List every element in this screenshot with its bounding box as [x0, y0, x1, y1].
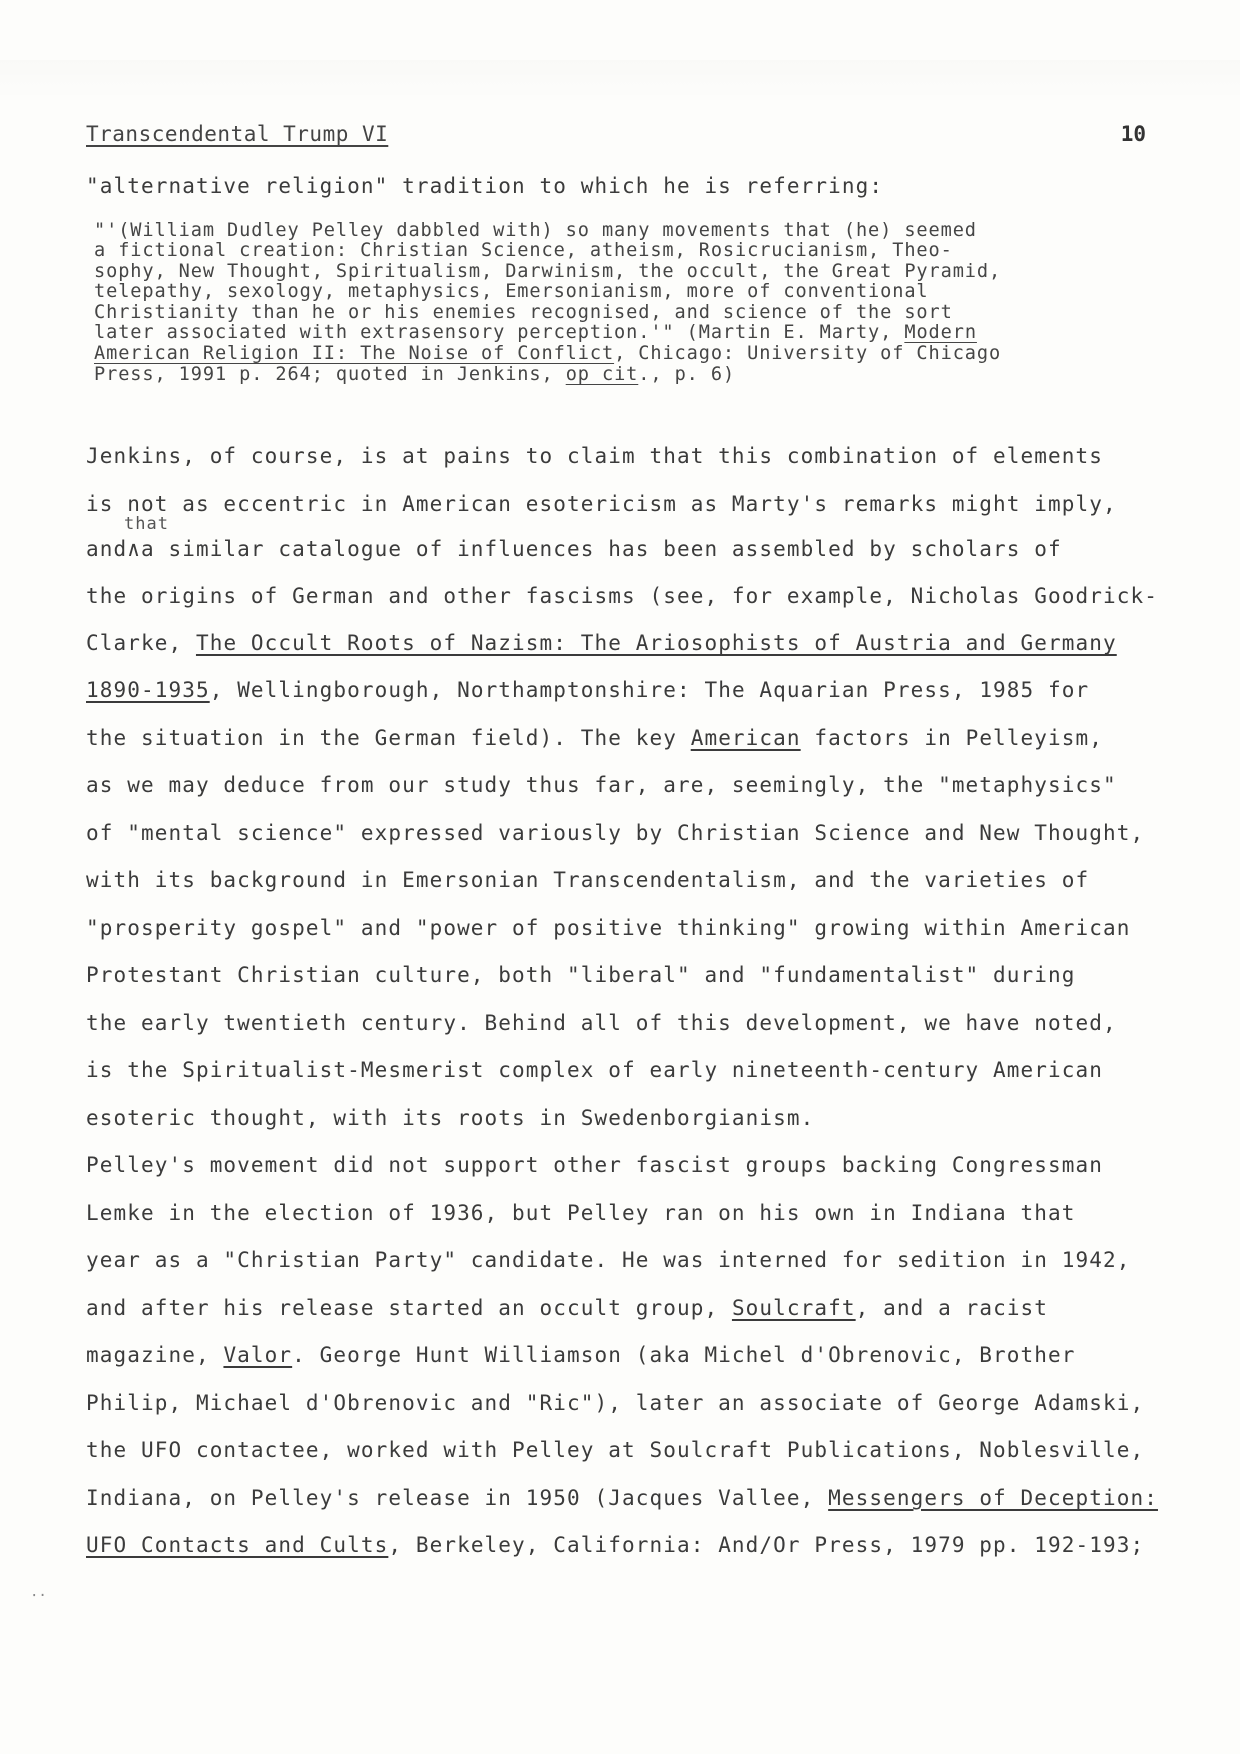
body-line: esoteric thought, with its roots in Swedenborgianism. — [86, 1106, 815, 1130]
intro-line: "alternative religion" tradition to which he is referring: — [86, 174, 884, 198]
publication-title: Soulcraft — [731, 1296, 856, 1320]
quote-line — [94, 324, 977, 343]
body-line: with its background in Emersonian Transcendentalism, and the varieties of — [86, 868, 1090, 892]
book-title: American Religion II: The Noise of Conflict — [94, 343, 615, 364]
body-line: Lemke in the election of 1936, but Pelley ran on his own in Indiana that — [86, 1201, 1076, 1225]
running-head: Transcendental Trump VI — [86, 122, 389, 146]
body-line: Pelley's movement did not support other fascist groups backing Congressman — [86, 1153, 1103, 1177]
latin-abbrev: op cit — [565, 364, 639, 385]
body-line: the early twentieth century. Behind all of this development, we have noted, — [86, 1011, 1117, 1035]
body-line — [86, 1343, 1076, 1367]
body-text: , Wellingborough, Northamptonshire: The Aquarian Press, 1985 for — [209, 678, 1090, 702]
book-title: Messengers of Deception: — [828, 1486, 1158, 1510]
body-line: and∧a similar catalogue of influences has been assembled by scholars of — [86, 537, 1062, 561]
handwritten-insertion: that — [124, 514, 169, 534]
body-line — [86, 1296, 1048, 1320]
body-text: Clarke, — [86, 631, 196, 655]
body-line: is not as eccentric in American esotericism as Marty's remarks might imply, — [86, 492, 1117, 516]
body-line — [86, 631, 1117, 655]
body-text: the situation in the German field). The key — [86, 726, 691, 750]
quote-line — [94, 345, 1001, 364]
body-text: . George Hunt Williamson (aka Michel d'Obrenovic, Brother — [292, 1343, 1076, 1367]
scan-shadow — [0, 60, 1240, 100]
emphasis: American — [690, 726, 801, 750]
quote-text: ., p. 6) — [638, 364, 736, 385]
body-line: as we may deduce from our study thus far, are, seemingly, the "metaphysics" — [86, 773, 1117, 797]
body-line: Philip, Michael d'Obrenovic and "Ric"), later an associate of George Adamski, — [86, 1391, 1145, 1415]
body-text: magazine, — [86, 1343, 224, 1367]
body-line: is the Spiritualist-Mesmerist complex of early nineteenth-century American — [86, 1058, 1103, 1082]
body-line: the UFO contactee, worked with Pelley at Soulcraft Publications, Noblesville, — [86, 1438, 1145, 1462]
scan-speck: ⋅· — [30, 1588, 47, 1604]
book-title: Modern — [904, 322, 977, 343]
quote-line: a fictional creation: Christian Science, atheism, Rosicrucianism, Theo- — [94, 240, 953, 261]
page-header — [86, 122, 1146, 162]
quote-line: "'(William Dudley Pelley dabbled with) so many movements that (he) seemed — [94, 220, 977, 241]
quote-text: Press, 1991 p. 264; quoted in Jenkins, — [94, 364, 554, 385]
quote-text: , Chicago: University of Chicago — [614, 343, 1002, 364]
book-title: The Occult Roots of Nazism: The Ariosophists of Austria and Germany — [195, 631, 1117, 655]
body-line — [86, 1533, 1144, 1557]
body-line: Protestant Christian culture, both "liberal" and "fundamentalist" during — [86, 963, 1076, 987]
quote-line: Christianity than he or his enemies recognised, and science of the sort — [94, 302, 953, 323]
body-line — [86, 726, 1103, 750]
body-line: "prosperity gospel" and "power of positive thinking" growing within American — [86, 916, 1131, 940]
body-text: , Berkeley, California: And/Or Press, 1979 pp. 192-193; — [388, 1533, 1145, 1557]
body-text: , and a racist — [855, 1296, 1049, 1320]
body-line — [86, 678, 1089, 702]
book-title: UFO Contacts and Cults — [86, 1533, 389, 1557]
body-text: factors in Pelleyism, — [800, 726, 1104, 750]
book-title: 1890-1935 — [86, 678, 210, 702]
body-text: Indiana, on Pelley's release in 1950 (Jacques Vallee, — [86, 1486, 829, 1510]
publication-title: Valor — [223, 1343, 293, 1367]
quote-line — [94, 366, 735, 385]
quote-line: telepathy, sexology, metaphysics, Emersonianism, more of conventional — [94, 281, 929, 302]
page-number: 10 — [1120, 122, 1146, 146]
body-line: year as a "Christian Party" candidate. He was interned for sedition in 1942, — [86, 1248, 1131, 1272]
body-text: and after his release started an occult group, — [86, 1296, 732, 1320]
body-line: the origins of German and other fascisms (see, for example, Nicholas Goodrick- — [86, 584, 1158, 608]
body-line — [86, 1486, 1158, 1510]
quote-line: sophy, New Thought, Spiritualism, Darwinism, the occult, the Great Pyramid, — [94, 261, 1002, 282]
body-line: Jenkins, of course, is at pains to claim that this combination of elements — [86, 444, 1103, 468]
quote-text: later associated with extrasensory perception.'" (Martin E. Marty, — [94, 322, 893, 343]
body-line: of "mental science" expressed variously by Christian Science and New Thought, — [86, 821, 1145, 845]
